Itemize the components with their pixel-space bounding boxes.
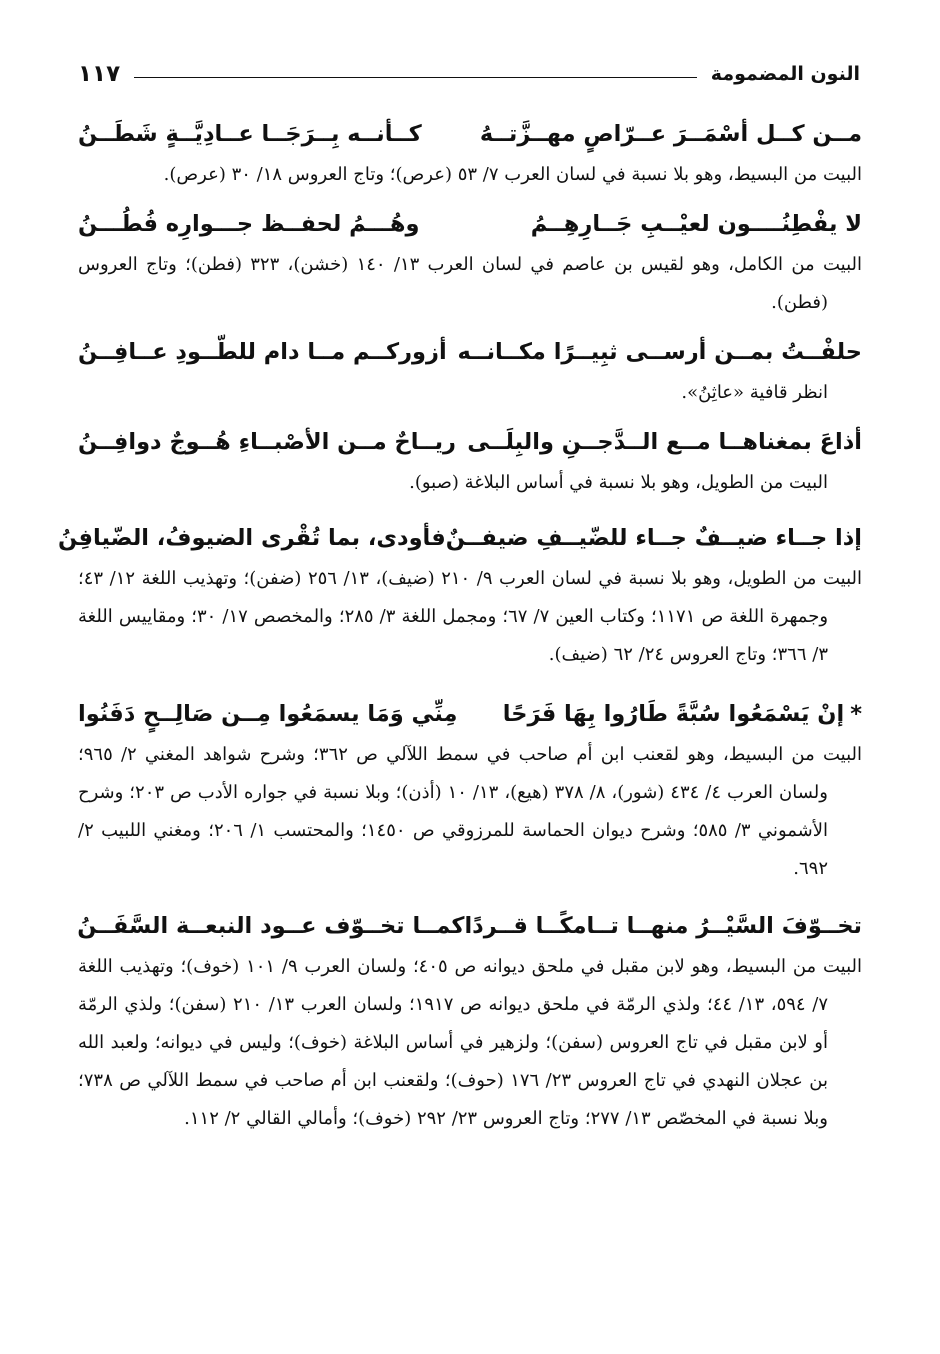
first-hemistich: لا يفْطِنُــــون لعيْــبِ جَــارِهِــمُ: [530, 211, 862, 237]
verse-line: [78, 692, 862, 736]
first-hemistich: حلفْــتُ بمــن أرســى ثبِيــرًا مكــانــه: [457, 339, 862, 365]
verse-footnote: البيت من البسيط، وهو لابن مقبل في ملحق ديوانه ص ٤٠٥؛ ولسان العرب ٩/ ١٠١ (خوف)؛ وتهذيب اللغة ٧/ ٥٩٤، ١٣/ ٤٤؛ ولذي الرمّة في ملحق ديوانه ص ١٩١٧؛ ولسان العرب ١٣/ ٢١٠ (سفن)؛ ولذي الرمّة أو لابن مقبل في تاج العروس (سفن)؛ ولزهير في أساس البلاغة (خوف)؛ وليس في ديوانه؛ ولعبد الله بن عجلان النهدي في تاج العروس ٢٣/ ١٧٦ (حوف)؛ ولقعنب ابن أم صاحب في سمط اللآلي ص ٧٣٨؛ وبلا نسبة في المخصّص ١٣/ ٢٧٧؛ وتاج العروس ٢٣/ ٢٩٢ (خوف)؛ وأمالي القالي ٢/ ١١٢.: [78, 956, 862, 1129]
first-hemistich: إذا جــاء ضيــفٌ جــاء للضّيــفِ ضيفــنٌ: [445, 525, 862, 551]
verse-line: [78, 202, 862, 246]
first-hemistich-text: إنْ يَسْمَعُوا سُبَّةً طَارُوا بِهَا فَرَحًا: [502, 701, 845, 727]
verse-entry: [78, 112, 862, 194]
header-rule: [134, 77, 697, 78]
verse-footnote: انظر قافية «عاثِنُ».: [681, 382, 828, 403]
verse-footnote: البيت من البسيط، وهو لقعنب ابن أم صاحب في سمط اللآلي ص ٣٦٢؛ وشرح شواهد المغني ٢/ ٩٦٥؛ ولسان العرب ٤/ ٤٣٤ (شور)، ٨/ ٣٧٨ (هيع)، ١٣/ ١٠ (أذن)؛ وبلا نسبة في جواره الأدب ص ٢٠٣؛ وشرح الأشموني ٣/ ٥٨٥؛ وشرح ديوان الحماسة للمرزوقي ص ١٤٥٠؛ والمحتسب ١/ ٢٠٦؛ ومغني اللبيب ٢/ ٦٩٢.: [78, 744, 863, 879]
page-number: ١١٧: [78, 61, 121, 87]
page-body: [58, 104, 863, 1144]
first-hemistich: تخــوّفَ السَّيْــرُ منهــا تــامكًــا قــردًا: [464, 913, 862, 939]
second-hemistich: كمــا تخــوّف عــود النبعــة السَّفَــنُ: [77, 913, 465, 939]
verse-line: [78, 904, 862, 948]
asterisk-marker: *: [850, 701, 862, 727]
verse-entry: [58, 516, 862, 674]
verse-entry: [78, 330, 862, 412]
verse-entry: [78, 202, 862, 322]
verse-entry: [78, 904, 862, 1138]
verse-footnote: البيت من الطويل، وهو بلا نسبة في لسان العرب ٩/ ٢١٠ (ضيف)، ١٣/ ٢٥٦ (ضفن)؛ وتهذيب اللغة ١٢/ ٤٣؛ وجمهرة اللغة ص ١١٧١؛ وكتاب العين ٧/ ٦٧؛ ومجمل اللغة ٣/ ٢٨٥؛ والمخصص ١٧/ ٣٠؛ ومقاييس اللغة ٣/ ٣٦٦؛ وتاج العروس ٢٤/ ٦٢ (ضيف).: [78, 568, 862, 665]
first-hemistich: مــن كــل أسْمَــرَ عــرّاصٍ مهــزَّتــهُ: [479, 121, 862, 147]
second-hemistich: كــأنــه بِــرَجَــا عــادِيَّــةٍ شَطَــنُ: [78, 121, 422, 147]
page-header: [78, 56, 860, 92]
first-hemistich: [503, 692, 862, 736]
second-hemistich: فأودى، بما تُقْرى الضيوفُ، الضّيافِنُ: [58, 525, 446, 551]
verse-entry: [78, 420, 862, 502]
verse-line: [78, 112, 862, 156]
verse-footnote: البيت من الكامل، وهو لقيس بن عاصم في لسان العرب ١٣/ ١٤٠ (خشن)، ٣٢٣ (فطن)؛ وتاج العروس (فطن).: [78, 254, 862, 313]
second-hemistich: ريــاحٌ مــن الأصْبــاءِ هُــوجٌ دوافِــنُ: [78, 429, 456, 455]
verse-line: [78, 420, 862, 464]
verse-entry: [78, 692, 862, 888]
verse-line: [78, 330, 862, 374]
verse-line: [58, 516, 862, 560]
second-hemistich: أزوركــم مــا دام للطّــودِ عــافِــنُ: [78, 339, 447, 365]
second-hemistich: وهُـــمُ لحفــظ جـــوارِه فُطُـــنُ: [78, 211, 420, 237]
running-title: النون المضمومة: [710, 63, 860, 85]
second-hemistich: مِنِّي وَمَا يسمَعُوا مِــن صَالِــحٍ دَفَنُوا: [78, 701, 458, 727]
verse-footnote: البيت من الطويل، وهو بلا نسبة في أساس البلاغة (صبو).: [409, 472, 828, 493]
verse-footnote: البيت من البسيط، وهو بلا نسبة في لسان العرب ٧/ ٥٣ (عرص)؛ وتاج العروس ١٨/ ٣٠ (عرص).: [163, 164, 862, 185]
first-hemistich: أذاعَ بمغناهــا مــع الــدَّجــنِ والبِلَــى: [467, 429, 862, 455]
